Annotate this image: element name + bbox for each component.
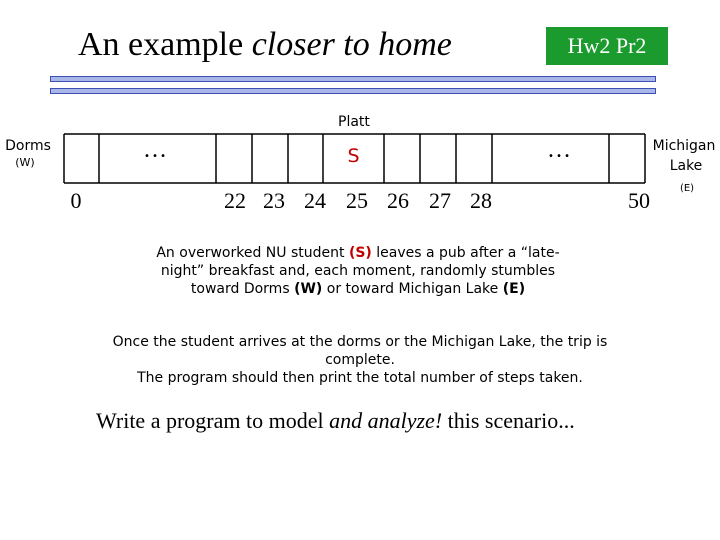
dorms-code: (W) <box>15 156 35 169</box>
position-label: 28 <box>470 188 492 213</box>
position-label: 24 <box>304 188 326 213</box>
position-label: 0 <box>70 188 82 213</box>
position-label: 22 <box>224 188 246 213</box>
completion-line: Once the student arrives at the dorms or the Michigan Lake, the trip is complete. <box>112 334 608 368</box>
dorms-label: Dorms <box>5 138 51 154</box>
lake-label-line2: Lake <box>669 158 703 174</box>
slide-title: An example closer to home <box>78 26 452 63</box>
position-label: 23 <box>263 188 285 213</box>
position-label: 25 <box>346 188 368 213</box>
position-label: 27 <box>429 188 451 213</box>
lake-code: (E) <box>679 183 695 194</box>
position-label: 50 <box>628 188 650 213</box>
scenario-paragraph: An overworked NU student (S) leaves a pub after a “late-night” breakfast and, each moment, randomly stumbles toward Dorms (W) or toward Michigan Lake (E) <box>156 245 560 297</box>
completion-line: The program should then print the total number of steps taken. <box>137 370 583 386</box>
task-statement: Write a program to model and analyze! this scenario... <box>96 408 575 433</box>
student-marker: S <box>347 145 360 167</box>
position-label: 26 <box>387 188 409 213</box>
lake-label-line1: Michigan <box>652 138 716 154</box>
hw-badge: Hw2 Pr2 <box>546 27 668 65</box>
platt-label: Platt <box>338 114 370 130</box>
completion-paragraph <box>80 333 640 387</box>
ellipsis-right: … <box>547 137 571 163</box>
ellipsis-left: … <box>143 137 167 163</box>
